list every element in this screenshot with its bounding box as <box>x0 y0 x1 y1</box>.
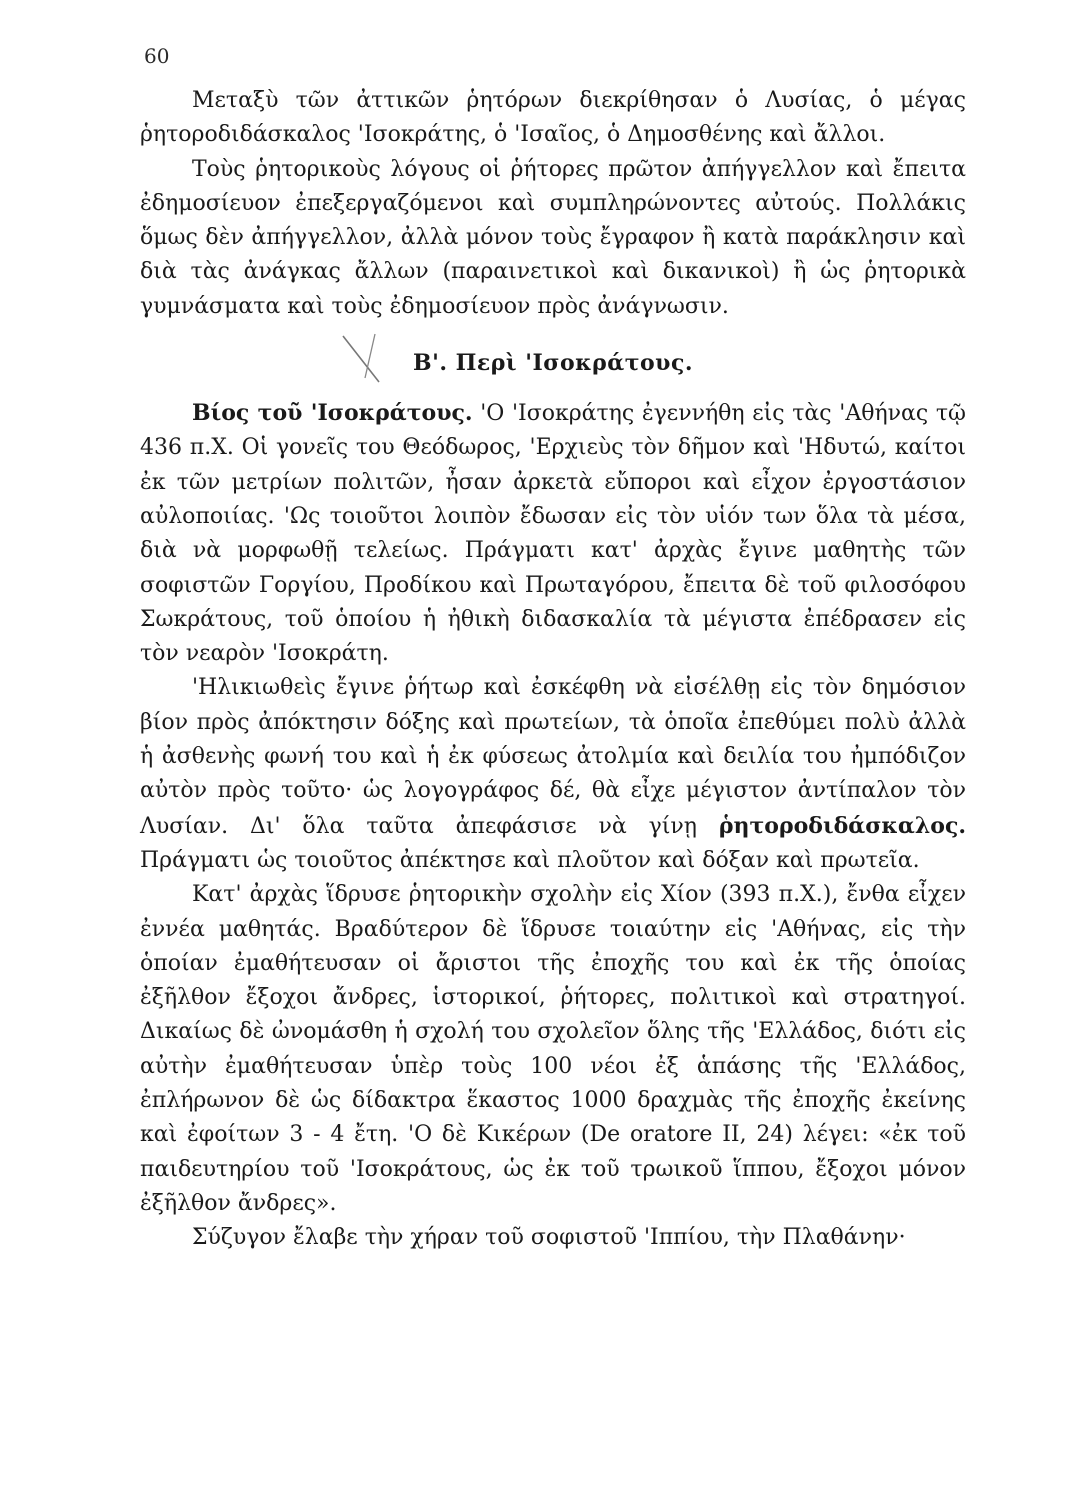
bio-lead-title: Βίος τοῦ 'Ισοκράτους. <box>192 400 473 427</box>
bio-paragraph-1 <box>140 396 966 671</box>
bio-paragraph-3: Κατ' ἀρχὰς ἵδρυσε ῥητορικὴν σχολὴν εἰς Χίον (393 π.Χ.), ἔνθα εἶχεν ἐννέα μαθητάς. Βραδύτερον δὲ ἵδρυσε τοιαύτην εἰς 'Αθήνας, εἰς τὴν ὁποίαν ἐμαθήτευσαν οἱ ἄριστοι τῆς ἐποχῆς του καὶ ἐκ τῆς ὁποίας ἐξῆλθον ἔξοχοι ἄνδρες, ἱστορικοί, ῥήτορες, πολιτικοὶ καὶ στρατηγοί. Δικαίως δὲ ὠνομάσθη ἡ σχολή του σχολεῖον ὅλης τῆς 'Ελλάδος, διότι εἰς αὐτὴν ἐμαθήτευσαν ὑπὲρ τοὺς 100 νέοι ἐξ ἁπάσης τῆς 'Ελλάδος, ἐπλήρωνον δὲ ὡς δίδακτρα ἕκαστος 1000 δραχμὰς τῆς ἐποχῆς ἐκείνης καὶ ἐφοίτων 3 - 4 ἔτη. 'Ο δὲ Κικέρων (De oratore II, 24) λέγει: «ἐκ τοῦ παιδευτηρίου τοῦ 'Ισοκράτους, ὡς ἐκ τοῦ τρωικοῦ ἵππου, ἔξοχοι μόνον ἐξῆλθον ἄνδρες». <box>140 882 966 1216</box>
section-heading <box>140 350 966 376</box>
bio-paragraph-4: Σύζυγον ἔλαβε τὴν χήραν τοῦ σοφιστοῦ 'Ιππίου, τὴν Πλαθάνην· <box>192 1225 906 1251</box>
page-body <box>140 84 966 1256</box>
section-title: Β'. Περὶ 'Ισοκράτους. <box>413 350 693 377</box>
bio-paragraph-2 <box>140 671 966 878</box>
handwritten-x-mark-icon <box>335 328 395 388</box>
bio-paragraph-2-start: 'Ηλικιωθεὶς ἔγινε ῥήτωρ καὶ ἐσκέφθη νὰ εἰσέλθῃ εἰς τὸν δημόσιον βίον πρὸς ἀπόκτησιν δόξης καὶ πρωτείων, τὰ ὁποῖα ἐπεθύμει πολὺ ἀλλὰ ἡ ἀσθενὴς φωνή του καὶ ἡ ἐκ φύσεως ἀτολμία καὶ δειλία του ἠμπόδιζον αὐτὸν πρὸς τοῦτο· ὡς λογογράφος δέ, θὰ εἶχε μέγιστον ἀντίπαλον τὸν Λυσίαν. Δι' ὅλα ταῦτα ἀπεφάσισε νὰ γίνῃ <box>140 675 966 839</box>
intro-paragraph-1: Μεταξὺ τῶν ἀττικῶν ῥητόρων διεκρίθησαν ὁ Λυσίας, ὁ μέγας ῥητοροδιδάσκαλος 'Ισοκράτης, ὁ 'Ισαῖος, ὁ Δημοσθένης καὶ ἄλλοι. <box>140 88 966 148</box>
page-number: 60 <box>144 44 170 68</box>
intro-paragraph-2: Τοὺς ῥητορικοὺς λόγους οἱ ῥήτορες πρῶτον ἀπήγγελλον καὶ ἔπειτα ἐδημοσίευον ἐπεξεργαζόμενοι καὶ συμπληρώνοντες αὐτούς. Πολλάκις ὅμως δὲν ἀπήγγελλον, ἀλλὰ μόνον τοὺς ἔγραφον ἢ κατὰ παράκλησιν καὶ διὰ τὰς ἀνάγκας ἄλλων (παραινετικοὶ καὶ δικανικοὶ) ἢ ὡς ῥητορικὰ γυμνάσματα καὶ τοὺς ἐδημοσίευον πρὸς ἀνάγνωσιν. <box>140 156 966 319</box>
bio-paragraph-2-end: Πράγματι ὡς τοιοῦτος ἀπέκτησε καὶ πλοῦτον καὶ δόξαν καὶ πρωτεῖα. <box>140 847 920 873</box>
bio-paragraph-1-text: 'Ο 'Ισοκράτης ἐγεννήθη εἰς τὰς 'Αθήνας τῷ 436 π.Χ. Οἱ γονεῖς του Θεόδωρος, 'Ερχιεὺς τὸν δῆμον καὶ 'Ηδυτώ, καίτοι ἐκ τῶν μετρίων πολιτῶν, ἦσαν ἀρκετὰ εὔποροι καὶ εἶχον ἐργοστάσιον αὐλοποιίας. 'Ως τοιοῦτοι λοιπὸν ἔδωσαν εἰς τὸν υἱόν των ὅλα τὰ μέσα, διὰ νὰ μορφωθῇ τελείως. Πράγματι κατ' ἀρχὰς ἔγινε μαθητὴς τῶν σοφιστῶν Γοργίου, Προδίκου καὶ Πρωταγόρου, ἔπειτα δὲ τοῦ φιλοσόφου Σωκράτους, τοῦ ὁποίου ἡ ἠθικὴ διδασκαλία τὰ μέγιστα ἐπέδρασεν εἰς τὸν νεαρὸν 'Ισοκράτη. <box>140 401 966 667</box>
bio-paragraph-2-bold-term: ῥητοροδιδάσκαλος. <box>718 812 966 839</box>
